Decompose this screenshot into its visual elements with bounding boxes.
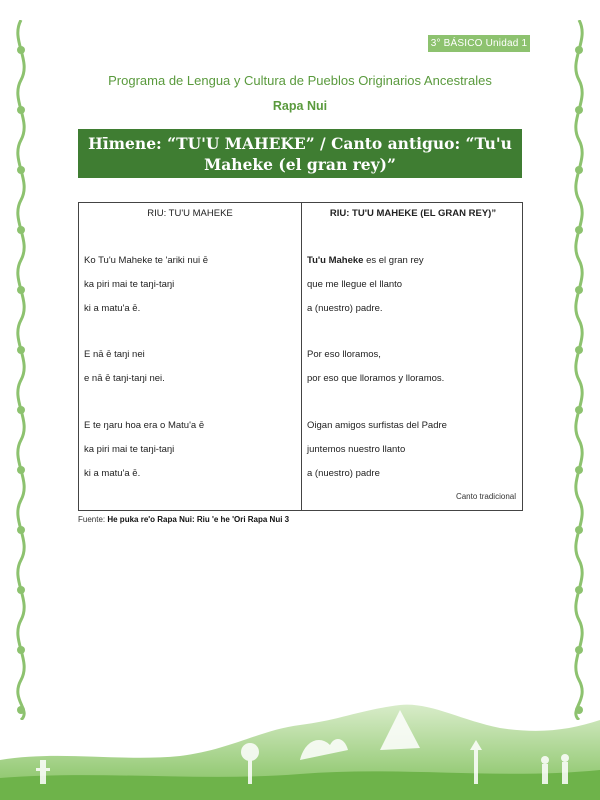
decorative-border-right xyxy=(566,20,592,720)
song-title: Hīmene: “TU'U MAHEKE” / Canto antiguo: “Tu'u Maheke (el gran rey)” xyxy=(88,133,512,174)
spanish-line-bold: Tu'u Maheke xyxy=(307,255,364,266)
landscape-illustration xyxy=(0,690,600,800)
spanish-line: que me llegue el llanto xyxy=(307,279,403,290)
song-title-banner xyxy=(78,129,522,178)
rapanui-line: ki a matu'a ē. xyxy=(84,303,141,314)
spanish-line-rest: es el gran rey xyxy=(363,255,424,266)
spanish-line: Oigan amigos surfistas del Padre xyxy=(307,420,447,431)
spanish-line: a (nuestro) padre. xyxy=(307,303,383,314)
subject-title: Rapa Nui xyxy=(272,99,328,113)
rapanui-line: e nā ē taŋi-taŋi nei. xyxy=(84,373,165,384)
program-title: Programa de Lengua y Cultura de Pueblos Originarios Ancestrales xyxy=(108,73,492,88)
spanish-line: juntemos nuestro llanto xyxy=(307,444,406,455)
spanish-line: a (nuestro) padre xyxy=(307,468,380,479)
rapanui-line: ka piri mai te taŋi-taŋi xyxy=(84,279,175,290)
spanish-line: por eso que lloramos y lloramos. xyxy=(307,373,445,384)
spanish-column-header: RIU: TU'U MAHEKE (EL GRAN REY)” xyxy=(329,208,497,219)
rapanui-column-header: RIU: TU'U MAHEKE xyxy=(147,208,233,219)
decorative-border-left xyxy=(8,20,34,720)
source-title: He puka re'o Rapa Nui: Riu 'e he 'Ori Rapa Nui 3 xyxy=(107,515,290,524)
column-divider xyxy=(301,203,302,510)
grade-badge: 3° BÁSICO Unidad 1 xyxy=(428,35,530,52)
source-label: Fuente: xyxy=(78,515,108,524)
spanish-line: Por eso lloramos, xyxy=(307,349,381,360)
spanish-line xyxy=(307,255,424,266)
rapanui-line: ki a matu'a ē. xyxy=(84,468,141,479)
rapanui-line: E te ŋaru hoa era o Matu'a ē xyxy=(84,420,205,431)
rapanui-line: ka piri mai te taŋi-taŋi xyxy=(84,444,175,455)
source-citation xyxy=(78,515,289,524)
song-credit: Canto tradicional xyxy=(455,492,516,501)
rapanui-line: Ko Tu'u Maheke te 'ariki nui ē xyxy=(84,255,209,266)
poem-table xyxy=(78,202,523,511)
rapanui-line: E nā ē taŋi nei xyxy=(84,349,145,360)
